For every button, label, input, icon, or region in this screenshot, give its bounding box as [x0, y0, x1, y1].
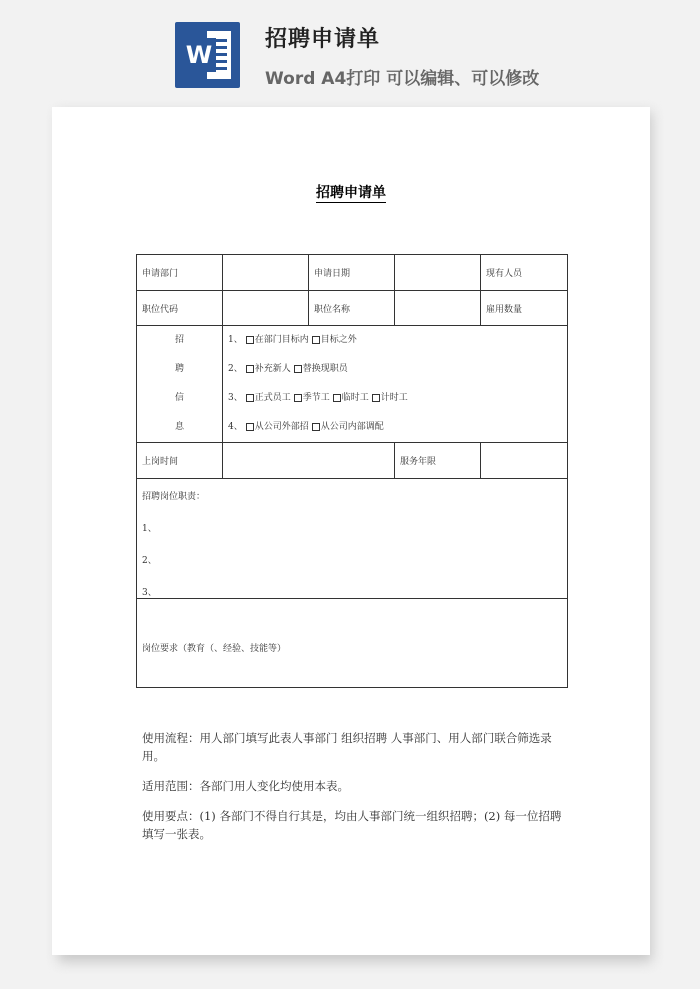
word-icon: [175, 22, 240, 88]
checkbox[interactable]: [294, 394, 302, 402]
requirements-heading: 岗位要求（教育（、经验、技能等）: [142, 644, 287, 654]
recruit-info-options: [223, 326, 568, 443]
start-time-value-cell[interactable]: [223, 443, 395, 479]
table-row: [137, 255, 568, 291]
word-letter: W: [182, 38, 216, 72]
checkbox[interactable]: [294, 365, 302, 373]
checkbox[interactable]: [312, 336, 320, 344]
checkbox[interactable]: [372, 394, 380, 402]
checkbox[interactable]: [246, 365, 254, 373]
option-prefix: 3、: [228, 393, 243, 403]
code-value-cell[interactable]: [223, 291, 309, 326]
checkbox[interactable]: [312, 423, 320, 431]
option-prefix: 4、: [228, 422, 243, 432]
date-label: 申请日期: [309, 255, 395, 291]
option-label: 临时工: [341, 393, 369, 403]
option-prefix: 2、: [228, 364, 243, 374]
dept-label: 申请部门: [137, 255, 223, 291]
option-label: 计时工: [380, 393, 408, 403]
checkbox[interactable]: [246, 423, 254, 431]
header-title: 招聘申请单: [265, 27, 381, 52]
name-label: 职位名称: [309, 291, 395, 326]
requirements-cell[interactable]: [137, 599, 568, 688]
table-row: [137, 443, 568, 479]
name-value-cell[interactable]: [395, 291, 481, 326]
option-prefix: 1、: [228, 335, 243, 345]
recruitment-form-table: [136, 254, 568, 688]
duties-heading: 招聘岗位职责：: [142, 492, 206, 502]
option-line: [228, 355, 562, 384]
option-label: 补充新人: [254, 364, 291, 374]
header-banner: [0, 0, 700, 105]
code-label: 职位代码: [137, 291, 223, 326]
option-line: [228, 413, 562, 442]
duty-item: 2、: [142, 556, 157, 566]
header-subtitle: Word A4打印 可以编辑、可以修改: [265, 69, 540, 89]
option-line: [228, 326, 562, 355]
option-label: 季节工: [302, 393, 330, 403]
recruit-info-char: 息: [174, 422, 184, 432]
note-paragraph: 适用范围：各部门用人变化均使用本表。: [142, 779, 349, 793]
document-title: [52, 182, 650, 202]
count-label: 雇用数量: [481, 291, 568, 326]
recruit-info-char: 信: [174, 393, 184, 403]
option-line: [228, 384, 562, 413]
option-label: 正式员工: [254, 393, 291, 403]
option-label: 在部门目标内: [254, 335, 309, 345]
service-years-value-cell[interactable]: [481, 443, 568, 479]
option-label: 目标之外: [320, 335, 357, 345]
usage-notes: [142, 729, 567, 855]
duty-item: 3、: [142, 588, 157, 598]
recruit-info-char: 招: [174, 335, 184, 345]
table-row: [137, 326, 568, 443]
option-label: 从公司内部调配: [320, 422, 384, 432]
duties-cell[interactable]: [137, 479, 568, 599]
option-label: 从公司外部招: [254, 422, 309, 432]
note-paragraph: 使用要点：(1) 各部门不得自行其是，均由人事部门统一组织招聘；(2) 每一位招聘填写一张表。: [142, 809, 562, 841]
option-label: 替换现职员: [302, 364, 348, 374]
table-row: [137, 479, 568, 599]
document-page: [52, 107, 650, 955]
checkbox[interactable]: [333, 394, 341, 402]
start-time-label: 上岗时间: [137, 443, 223, 479]
note-paragraph: 使用流程：用人部门填写此表人事部门 组织招聘 人事部门、用人部门联合筛选录用。: [142, 731, 552, 763]
document-title-text: 招聘申请单: [316, 185, 386, 201]
recruit-info-char: 聘: [174, 364, 184, 374]
checkbox[interactable]: [246, 336, 254, 344]
date-value-cell[interactable]: [395, 255, 481, 291]
dept-value-cell[interactable]: [223, 255, 309, 291]
table-row: [137, 599, 568, 688]
service-years-label: 服务年限: [395, 443, 481, 479]
duty-item: 1、: [142, 524, 157, 534]
staff-label: 现有人员: [481, 255, 568, 291]
table-row: [137, 291, 568, 326]
checkbox[interactable]: [246, 394, 254, 402]
recruit-info-label: [137, 326, 223, 443]
